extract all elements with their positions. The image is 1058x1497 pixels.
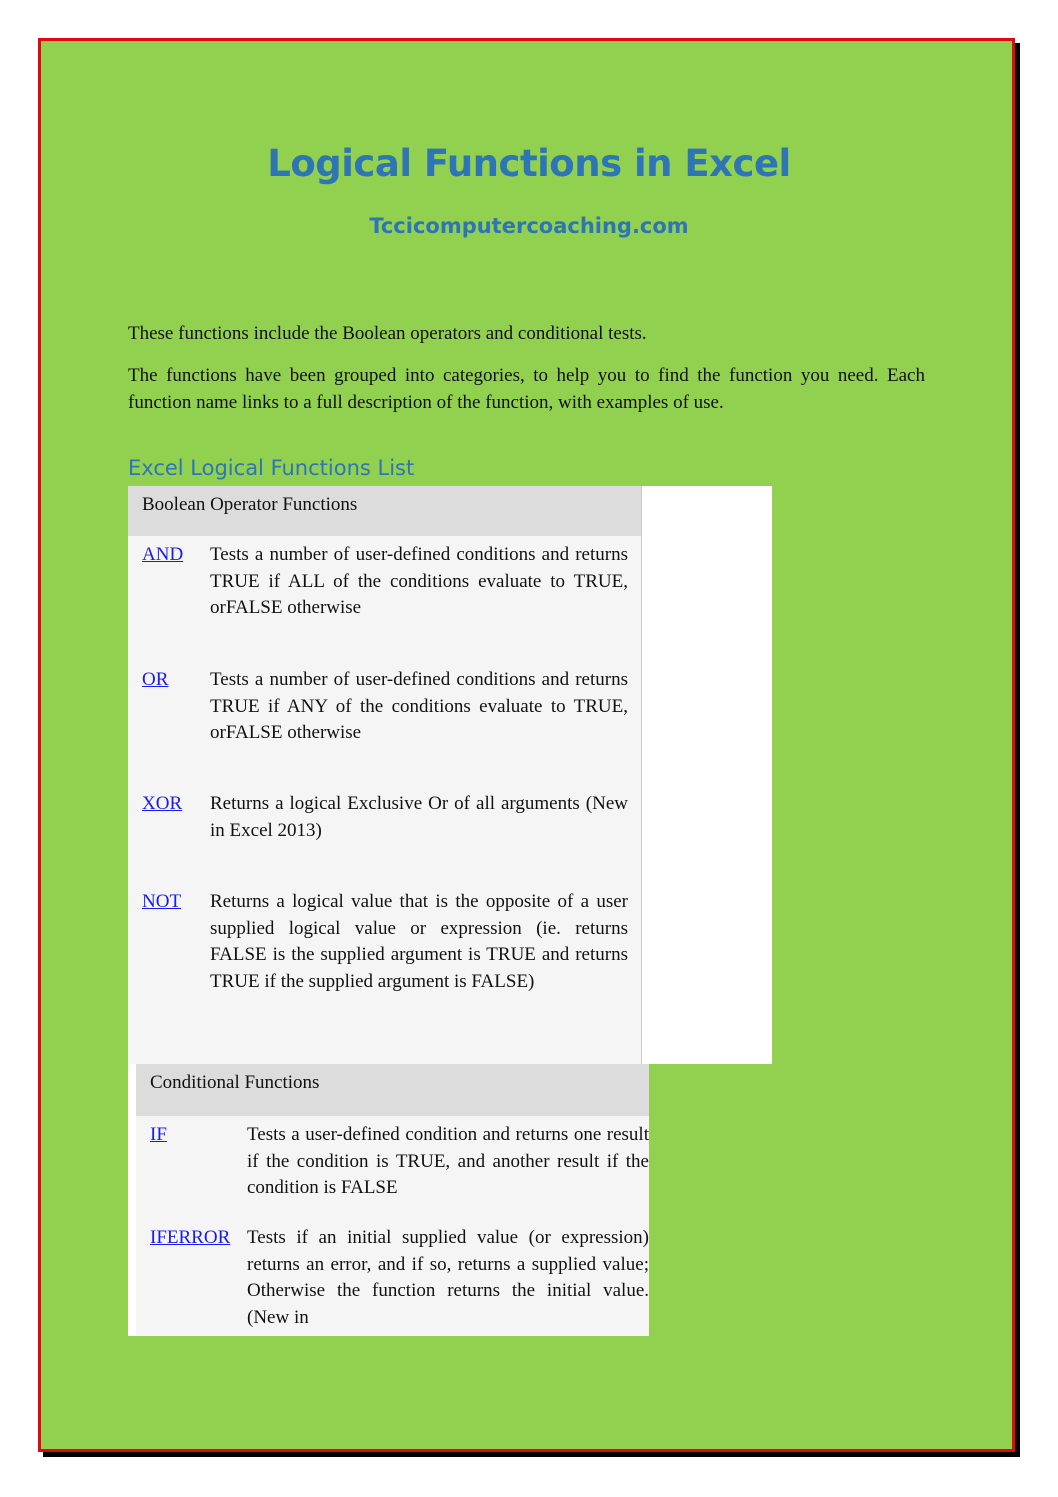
table-body bbox=[128, 486, 642, 1064]
page-title: Logical Functions in Excel bbox=[267, 142, 791, 185]
page-subtitle: Tccicomputercoaching.com bbox=[369, 214, 689, 238]
intro-paragraph: The functions have been grouped into categories, to help you to find the function you need. Each function name links to a full description of the function, with examples of use. bbox=[128, 365, 925, 413]
table-body bbox=[136, 1064, 649, 1336]
boolean-functions-table bbox=[128, 486, 772, 1064]
function-link-and[interactable]: AND bbox=[142, 544, 184, 565]
table-header: Boolean Operator Functions bbox=[128, 486, 641, 536]
table-header: Conditional Functions bbox=[136, 1064, 649, 1116]
function-link-xor[interactable]: XOR bbox=[142, 793, 183, 814]
function-description: Tests if an initial supplied value (or expression) returns an error, and if so, returns a supplied value; Otherwise the function returns the initial value. (New in bbox=[247, 1227, 649, 1328]
section-heading: Excel Logical Functions List bbox=[128, 456, 415, 480]
function-description: Tests a number of user-defined conditions and returns TRUE if ALL of the conditions evaluate to TRUE, orFALSE otherwise bbox=[210, 544, 628, 618]
function-link-if[interactable]: IF bbox=[150, 1124, 167, 1145]
conditional-functions-table bbox=[128, 1064, 649, 1336]
intro-paragraph: These functions include the Boolean operators and conditional tests. bbox=[128, 323, 647, 344]
function-description: Returns a logical Exclusive Or of all arguments (New in Excel 2013) bbox=[210, 793, 628, 841]
function-link-or[interactable]: OR bbox=[142, 669, 169, 690]
function-description: Returns a logical value that is the opposite of a user supplied logical value or expression (ie. returns FALSE is the supplied argument is TRUE and returns TRUE if the supplied argument is FALSE) bbox=[210, 891, 628, 992]
function-link-iferror[interactable]: IFERROR bbox=[150, 1227, 231, 1248]
function-description: Tests a number of user-defined conditions and returns TRUE if ANY of the conditions evaluate to TRUE, orFALSE otherwise bbox=[210, 669, 628, 743]
table-row bbox=[136, 1225, 649, 1336]
function-description: Tests a user-defined condition and returns one result if the condition is TRUE, and another result if the condition is FALSE bbox=[247, 1124, 649, 1198]
function-link-not[interactable]: NOT bbox=[142, 891, 182, 912]
